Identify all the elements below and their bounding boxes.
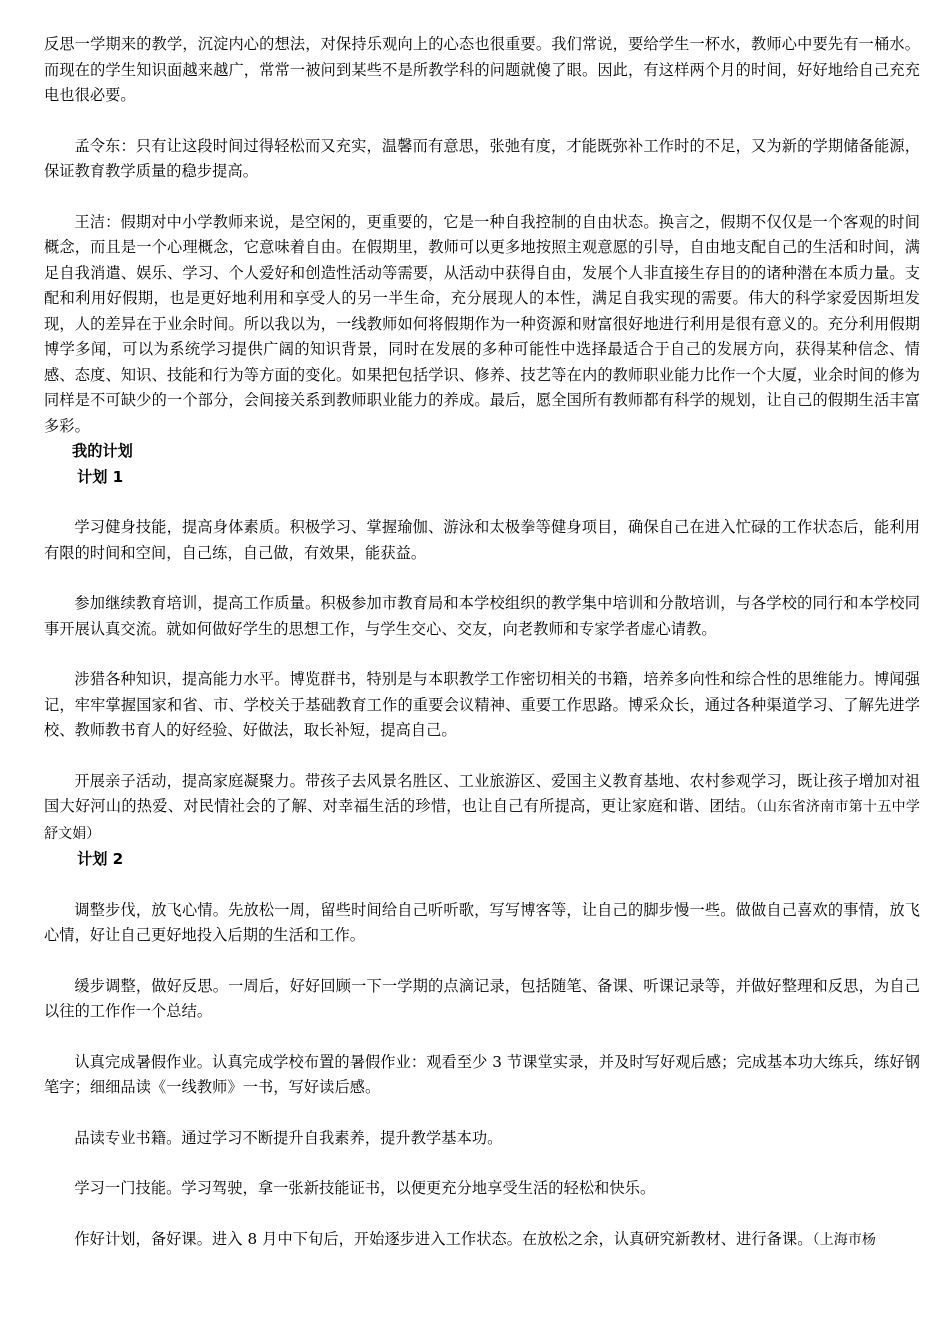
- wang-paragraph: 王洁：假期对中小学教师来说，是空闲的，更重要的，它是一种自我控制的自由状态。换言之，假期不仅仅是一个客观的时间概念，而且是一个心理概念，它意味着自由。在假期里，教师可以更多地按照主观意愿的引导，自由地支配自己的生活和时间，满足自我消遣、娱乐、学习、个人爱好和创造性活动等需要，从活动中获得自由，发展个人非直接生存目的的诸种潜在本质力量。支配和利用好假期，也是更好地利用和享受人的另一半生命，充分展现人的本性，满足自我实现的需要。伟大的科学家爱因斯坦发现，人的差异在于业余时间。所以我以为，一线教师如何将假期作为一种资源和财富很好地进行利用是很有意义的。充分利用假期博学多闻，可以为系统学习提供广阔的知识背景，同时在发展的多种可能性中选择最适合于自己的发展方向，获得某种信念、情感、态度、知识、技能和行为等方面的变化。如果把包括学识、修养、技艺等在内的教师职业能力比作一个大厦，业余时间的修为同样是不可缺少的一个部分，会间接关系到教师职业能力的养成。最后，愿全国所有教师都有科学的规划，让自己的假期生活丰富多彩。: [44, 212, 920, 435]
- intro-paragraph: 反思一学期来的教学，沉淀内心的想法，对保持乐观向上的心态也很重要。我们常说，要给学生一杯水，教师心中要先有一桶水。而现在的学生知识面越来越广，常常一被问到某些不是所教学科的问题就傻了眼。因此，有这样两个月的时间，好好地给自己充充电也很必要。: [44, 35, 920, 104]
- plan1-author-note: （山东省济南市第十五中学 舒文娟）: [44, 799, 920, 842]
- plan1-paragraph-4: [44, 769, 920, 848]
- plan2-paragraph-6: [44, 1227, 920, 1254]
- plan2-paragraph-3: 认真完成暑假作业。认真完成学校布置的暑假作业：观看至少 3 节课堂实录，并及时写好观后感；完成基本功大练兵，练好钢笔字；细细品读《一线教师》一书，写好读后感。: [44, 1052, 920, 1096]
- plan2-paragraph-1: 调整步伐，放飞心情。先放松一周，留些时间给自己听听歌，写写博客等，让自己的脚步慢一些。做做自己喜欢的事情，放飞心情，好让自己更好地投入后期的生活和工作。: [44, 900, 920, 944]
- plan1-paragraph-1: 学习健身技能，提高身体素质。积极学习、掌握瑜伽、游泳和太极拳等健身项目，确保自己在进入忙碌的工作状态后，能利用有限的时间和空间，自己练，自己做，有效果，能获益。: [44, 518, 920, 562]
- plan2-paragraph-5: 学习一门技能。学习驾驶，拿一张新技能证书，以便更充分地享受生活的轻松和快乐。: [74, 1179, 656, 1197]
- plan2-paragraph-6-text: 作好计划，备好课。进入 8 月中下旬后，开始逐步进入工作状态。在放松之余，认真研究新教材、进行备课。: [74, 1229, 813, 1248]
- meng-paragraph: 孟令东：只有让这段时间过得轻松而又充实，温馨而有意思，张弛有度，才能既弥补工作时的不足，又为新的学期储备能源，保证教育教学质量的稳步提高。: [44, 136, 920, 180]
- plan2-author-note: （上海市杨: [812, 1231, 877, 1248]
- plan1-paragraph-2: 参加继续教育培训，提高工作质量。积极参加市教育局和本学校组织的教学集中培训和分散培训，与各学校的同行和本学校同事开展认真交流。就如何做好学生的思想工作，与学生交心、交友，向老教师和专家学者虚心请教。: [44, 594, 920, 638]
- plan2-paragraph-4: 品读专业书籍。通过学习不断提升自我素养，提升教学基本功。: [74, 1128, 503, 1147]
- plan1-title: 计划 1: [77, 467, 124, 486]
- document-page: [44, 32, 920, 1253]
- section-title: 我的计划: [72, 442, 133, 460]
- plan1-paragraph-4-text: 开展亲子活动，提高家庭凝聚力。带孩子去风景名胜区、工业旅游区、爱国主义教育基地、农村参观学习，既让孩子增加对祖国大好河山的热爱、对民情社会的了解、对幸福生活的珍惜，也让自己有所提高，更让家庭和谐、团结。: [44, 771, 920, 815]
- plan2-title: 计划 2: [77, 850, 124, 868]
- plan1-paragraph-3: 涉猎各种知识，提高能力水平。博览群书，特别是与本职教学工作密切相关的书籍，培养多向性和综合性的思维能力。博闻强记，牢牢掌握国家和省、市、学校关于基础教育工作的重要会议精神、重要工作思路。博采众长，通过各种渠道学习、了解先进学校、教师教书育人的好经验、好做法，取长补短，提高自己。: [44, 670, 920, 739]
- plan2-paragraph-2: 缓步调整，做好反思。一周后，好好回顾一下一学期的点滴记录，包括随笔、备课、听课记录等，并做好整理和反思，为自己以往的工作作一个总结。: [44, 976, 920, 1020]
